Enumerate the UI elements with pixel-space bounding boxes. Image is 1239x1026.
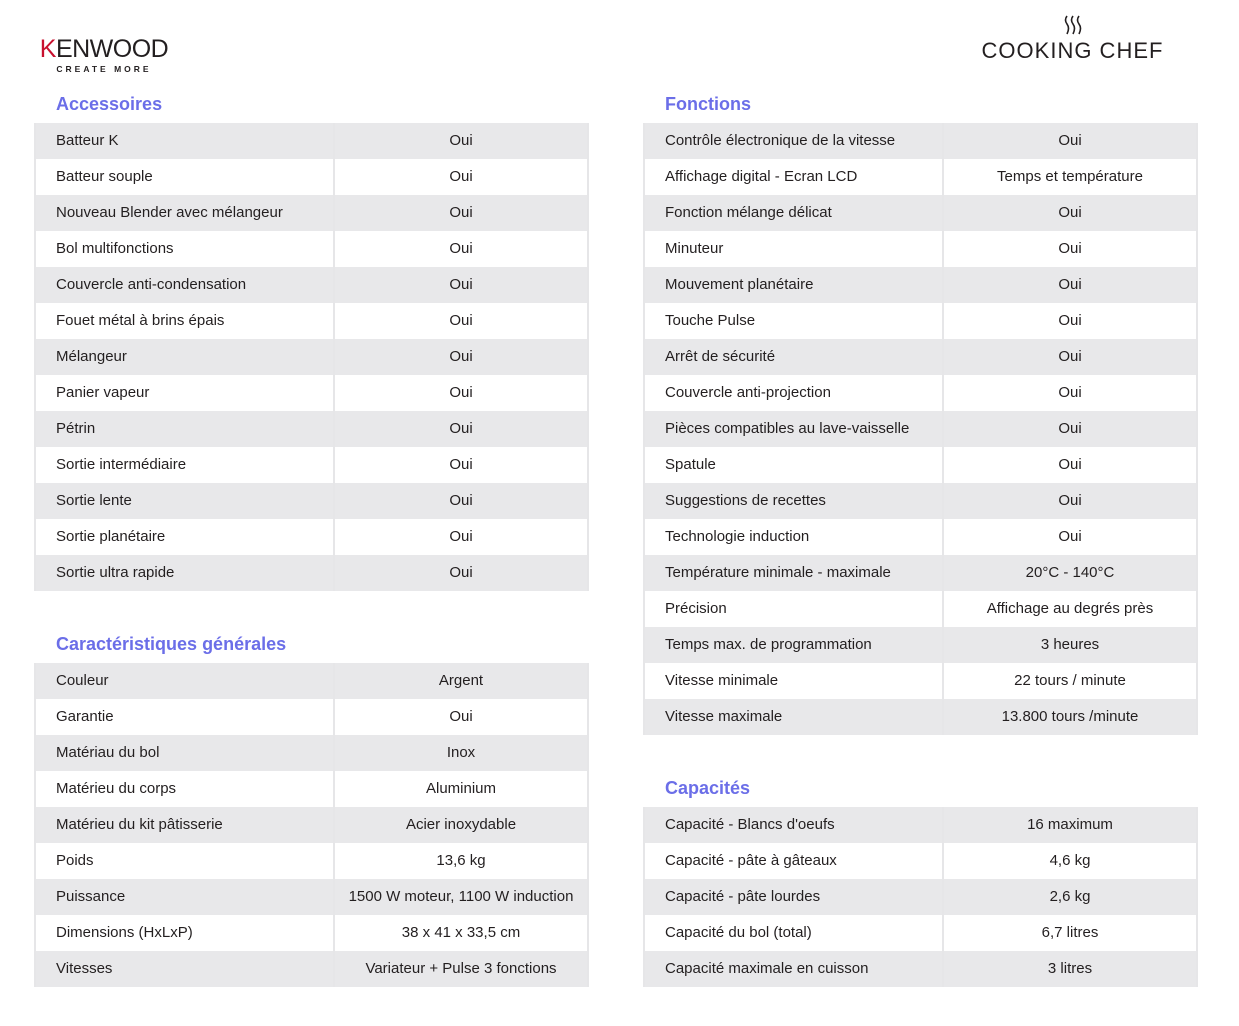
- row-label: Capacité - Blancs d'oeufs: [643, 807, 944, 843]
- row-label: Couleur: [34, 663, 335, 699]
- table-row: [643, 447, 1196, 483]
- table-row: [34, 771, 587, 807]
- row-value: Oui: [335, 555, 587, 591]
- row-value: 16 maximum: [944, 807, 1196, 843]
- row-label: Contrôle électronique de la vitesse: [643, 123, 944, 159]
- row-value: Oui: [944, 267, 1196, 303]
- row-value: Affichage au degrés près: [944, 591, 1196, 627]
- row-value: 3 litres: [944, 951, 1196, 987]
- table-row: [34, 735, 587, 771]
- table-row: [34, 339, 587, 375]
- row-value: Oui: [944, 519, 1196, 555]
- row-label: Vitesse maximale: [643, 699, 944, 735]
- row-label: Précision: [643, 591, 944, 627]
- row-label: Sortie planétaire: [34, 519, 335, 555]
- row-value: Oui: [944, 195, 1196, 231]
- row-value: Oui: [335, 375, 587, 411]
- table-row: [34, 123, 587, 159]
- table-row: [643, 699, 1196, 735]
- row-value: Oui: [335, 699, 587, 735]
- table-row: [643, 483, 1196, 519]
- table-row: [34, 879, 587, 915]
- row-label: Matérieu du corps: [34, 771, 335, 807]
- row-label: Dimensions (HxLxP): [34, 915, 335, 951]
- row-label: Affichage digital - Ecran LCD: [643, 159, 944, 195]
- row-value: Oui: [335, 339, 587, 375]
- row-label: Touche Pulse: [643, 303, 944, 339]
- table-row: [34, 447, 587, 483]
- caracteristiques-table: [34, 663, 589, 987]
- row-value: Oui: [944, 375, 1196, 411]
- row-value: 38 x 41 x 33,5 cm: [335, 915, 587, 951]
- table-row: [643, 411, 1196, 447]
- row-value: Acier inoxydable: [335, 807, 587, 843]
- table-row: [34, 267, 587, 303]
- section-title-caracteristiques: Caractéristiques générales: [56, 634, 287, 654]
- fonctions-table: [643, 123, 1198, 735]
- table-row: [34, 699, 587, 735]
- table-row: [34, 375, 587, 411]
- table-row: [34, 951, 587, 987]
- row-label: Capacité - pâte à gâteaux: [643, 843, 944, 879]
- row-value: Oui: [335, 303, 587, 339]
- capacites-table: [643, 807, 1198, 987]
- row-value: Inox: [335, 735, 587, 771]
- table-row: [34, 555, 587, 591]
- row-value: Oui: [335, 231, 587, 267]
- row-value: Temps et température: [944, 159, 1196, 195]
- row-value: 4,6 kg: [944, 843, 1196, 879]
- row-value: 22 tours / minute: [944, 663, 1196, 699]
- row-value: 13,6 kg: [335, 843, 587, 879]
- table-row: [643, 951, 1196, 987]
- row-value: Oui: [335, 519, 587, 555]
- table-row: [643, 915, 1196, 951]
- row-value: Oui: [944, 231, 1196, 267]
- table-row: [34, 483, 587, 519]
- table-row: [643, 555, 1196, 591]
- row-value: Oui: [944, 447, 1196, 483]
- row-value: 2,6 kg: [944, 879, 1196, 915]
- row-label: Capacité du bol (total): [643, 915, 944, 951]
- row-value: Oui: [335, 267, 587, 303]
- row-value: Oui: [944, 483, 1196, 519]
- row-value: Oui: [335, 195, 587, 231]
- table-row: [643, 231, 1196, 267]
- row-label: Panier vapeur: [34, 375, 335, 411]
- table-row: [34, 195, 587, 231]
- table-row: [643, 267, 1196, 303]
- cooking-chef-brand: COOKING CHEF: [981, 38, 1164, 63]
- row-label: Matériau du bol: [34, 735, 335, 771]
- table-row: [643, 591, 1196, 627]
- table-row: [34, 807, 587, 843]
- row-value: Argent: [335, 663, 587, 699]
- table-row: [34, 663, 587, 699]
- row-label: Technologie induction: [643, 519, 944, 555]
- row-value: Oui: [944, 123, 1196, 159]
- table-row: [34, 843, 587, 879]
- table-row: [643, 627, 1196, 663]
- row-value: Oui: [335, 159, 587, 195]
- row-label: Fouet métal à brins épais: [34, 303, 335, 339]
- row-label: Batteur K: [34, 123, 335, 159]
- row-value: Oui: [944, 303, 1196, 339]
- kenwood-brand: KENWOOD: [39, 35, 169, 63]
- row-value: Oui: [335, 483, 587, 519]
- row-label: Mouvement planétaire: [643, 267, 944, 303]
- row-value: Variateur + Pulse 3 fonctions: [335, 951, 587, 987]
- row-label: Capacité - pâte lourdes: [643, 879, 944, 915]
- row-value: 1500 W moteur, 1100 W induction: [335, 879, 587, 915]
- row-value: Oui: [335, 123, 587, 159]
- row-label: Bol multifonctions: [34, 231, 335, 267]
- accessoires-table: [34, 123, 589, 591]
- section-title-capacites: Capacités: [665, 778, 751, 798]
- row-value: Oui: [335, 447, 587, 483]
- table-row: [643, 879, 1196, 915]
- table-row: [643, 339, 1196, 375]
- table-row: [643, 843, 1196, 879]
- row-label: Temps max. de programmation: [643, 627, 944, 663]
- row-label: Arrêt de sécurité: [643, 339, 944, 375]
- row-value: Aluminium: [335, 771, 587, 807]
- row-label: Fonction mélange délicat: [643, 195, 944, 231]
- table-row: [643, 663, 1196, 699]
- table-row: [34, 411, 587, 447]
- kenwood-tagline: CREATE MORE: [56, 64, 152, 74]
- row-label: Sortie lente: [34, 483, 335, 519]
- table-row: [34, 231, 587, 267]
- row-label: Poids: [34, 843, 335, 879]
- steam-icon: [1062, 14, 1084, 36]
- row-label: Batteur souple: [34, 159, 335, 195]
- row-label: Vitesses: [34, 951, 335, 987]
- row-label: Puissance: [34, 879, 335, 915]
- table-row: [643, 807, 1196, 843]
- row-value: 3 heures: [944, 627, 1196, 663]
- table-row: [34, 519, 587, 555]
- row-value: 6,7 litres: [944, 915, 1196, 951]
- row-label: Suggestions de recettes: [643, 483, 944, 519]
- row-label: Vitesse minimale: [643, 663, 944, 699]
- section-title-fonctions: Fonctions: [665, 94, 751, 114]
- row-label: Nouveau Blender avec mélangeur: [34, 195, 335, 231]
- table-row: [643, 195, 1196, 231]
- cooking-chef-logo: [970, 14, 1175, 63]
- row-label: Sortie ultra rapide: [34, 555, 335, 591]
- row-value: Oui: [335, 411, 587, 447]
- table-row: [34, 915, 587, 951]
- table-row: [34, 303, 587, 339]
- row-label: Pièces compatibles au lave-vaisselle: [643, 411, 944, 447]
- table-row: [34, 159, 587, 195]
- row-label: Couvercle anti-condensation: [34, 267, 335, 303]
- section-title-accessoires: Accessoires: [56, 94, 163, 114]
- row-label: Minuteur: [643, 231, 944, 267]
- table-row: [643, 159, 1196, 195]
- row-label: Garantie: [34, 699, 335, 735]
- row-label: Couvercle anti-projection: [643, 375, 944, 411]
- row-label: Spatule: [643, 447, 944, 483]
- row-label: Pétrin: [34, 411, 335, 447]
- table-row: [643, 123, 1196, 159]
- table-row: [643, 375, 1196, 411]
- row-label: Sortie intermédiaire: [34, 447, 335, 483]
- row-value: Oui: [944, 339, 1196, 375]
- row-value: Oui: [944, 411, 1196, 447]
- row-value: 13.800 tours /minute: [944, 699, 1196, 735]
- row-label: Température minimale - maximale: [643, 555, 944, 591]
- row-label: Matérieu du kit pâtisserie: [34, 807, 335, 843]
- kenwood-logo: [34, 36, 174, 74]
- row-value: 20°C - 140°C: [944, 555, 1196, 591]
- row-label: Mélangeur: [34, 339, 335, 375]
- table-row: [643, 303, 1196, 339]
- row-label: Capacité maximale en cuisson: [643, 951, 944, 987]
- table-row: [643, 519, 1196, 555]
